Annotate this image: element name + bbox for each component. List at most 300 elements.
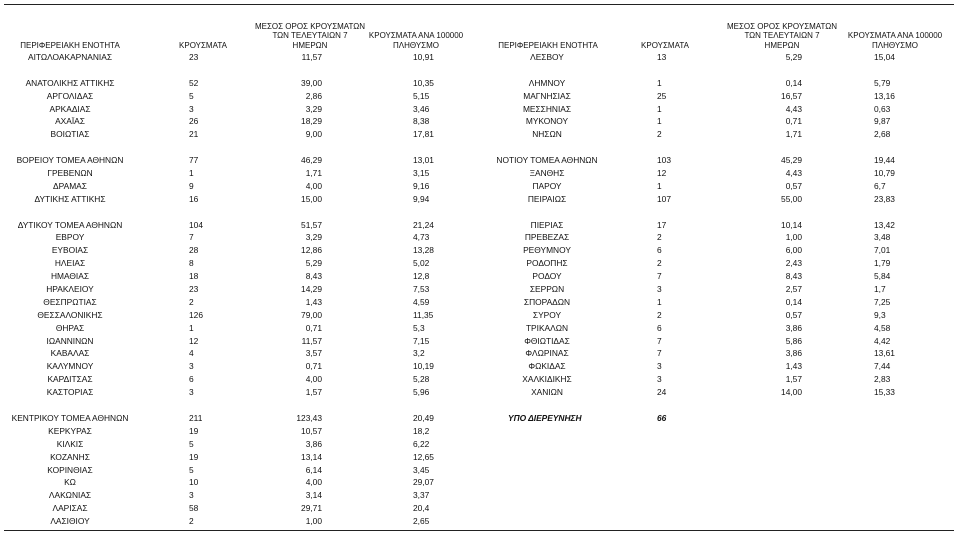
cases-cell: 107: [657, 193, 671, 204]
table-row: [0, 219, 480, 232]
cases-cell: 6: [657, 245, 662, 256]
header-cases-left: ΚΡΟΥΣΜΑΤΑ: [179, 40, 227, 50]
per100k-cell: 5,02: [413, 258, 430, 269]
region-cell: ΑΝΑΤΟΛΙΚΗΣ ΑΤΤΙΚΗΣ: [25, 77, 115, 88]
table-row: [0, 296, 480, 309]
per100k-cell: 4,59: [413, 296, 430, 307]
cases-cell: 2: [657, 258, 662, 269]
header-cases-right: ΚΡΟΥΣΜΑΤΑ: [641, 40, 689, 50]
header-per100k-right: ΚΡΟΥΣΜΑΤΑ ΑΝΑ 100000 ΠΛΗΘΥΣΜΟ: [847, 31, 943, 50]
region-cell: ΜΕΣΣΗΝΙΑΣ: [522, 103, 572, 114]
per100k-cell: 9,87: [874, 116, 891, 127]
avg7-cell: 4,43: [785, 103, 802, 114]
table-row: [480, 373, 960, 386]
region-cell: ΑΧΑΪΑΣ: [55, 116, 85, 127]
avg7-cell: 8,43: [305, 271, 322, 282]
avg7-cell: 18,29: [301, 116, 322, 127]
region-cell: ΜΑΓΝΗΣΙΑΣ: [523, 90, 571, 101]
table-row: [0, 335, 480, 348]
cases-cell: 8: [189, 258, 194, 269]
avg7-cell: 3,29: [305, 232, 322, 243]
table-row: [0, 360, 480, 373]
per100k-cell: 15,04: [874, 52, 895, 62]
per100k-cell: 15,33: [874, 387, 895, 398]
cases-cell: 12: [189, 335, 199, 346]
per100k-cell: 21,24: [413, 219, 434, 230]
region-cell: ΞΑΝΘΗΣ: [529, 168, 565, 179]
avg7-cell: 1,43: [785, 361, 802, 372]
region-cell: ΔΡΑΜΑΣ: [53, 180, 87, 191]
avg7-cell: 1,00: [785, 232, 802, 243]
cases-cell: 9: [189, 180, 194, 191]
avg7-cell: 13,14: [301, 451, 322, 462]
region-cell: ΔΥΤΙΚΗΣ ΑΤΤΙΚΗΣ: [34, 193, 106, 204]
region-cell: ΡΕΘΥΜΝΟΥ: [523, 245, 571, 256]
avg7-cell: 1,71: [785, 129, 802, 140]
per100k-cell: 9,3: [874, 309, 886, 320]
region-cell: ΠΡΕΒΕΖΑΣ: [524, 232, 570, 243]
region-cell: ΧΑΝΙΩΝ: [531, 387, 563, 398]
cases-cell: 5: [189, 438, 194, 449]
avg7-cell: 3,29: [305, 103, 322, 114]
cases-cell: 6: [657, 322, 662, 333]
per100k-cell: 6,7: [874, 180, 886, 191]
table-row: [0, 90, 480, 103]
table-row: [0, 51, 480, 64]
table-row: [480, 90, 960, 103]
region-cell: ΠΕΙΡΑΙΩΣ: [527, 193, 567, 204]
per100k-cell: 5,79: [874, 77, 891, 88]
region-cell: ΓΡΕΒΕΝΩΝ: [47, 168, 93, 179]
avg7-cell: 0,71: [305, 361, 322, 372]
top-rule: [4, 4, 954, 5]
region-cell: ΣΠΟΡΑΔΩΝ: [523, 296, 571, 307]
region-cell: ΛΑΡΙΣΑΣ: [52, 503, 88, 514]
table-row: [480, 77, 960, 90]
region-cell: ΕΒΡΟΥ: [55, 232, 85, 243]
avg7-cell: 10,57: [301, 425, 322, 436]
region-cell: ΡΟΔΟΥ: [532, 271, 562, 282]
per100k-cell: 3,48: [874, 232, 891, 243]
avg7-cell: 0,14: [785, 77, 802, 88]
cases-cell: 2: [657, 232, 662, 243]
avg7-cell: 4,00: [305, 374, 322, 385]
cases-cell: 21: [189, 129, 199, 140]
table-row: [480, 322, 960, 335]
avg7-cell: 5,29: [305, 258, 322, 269]
region-cell: ΘΕΣΠΡΩΤΙΑΣ: [43, 296, 97, 307]
table-row: [0, 115, 480, 128]
per100k-cell: 20,49: [413, 412, 434, 423]
cases-cell: 3: [189, 490, 194, 501]
table-row: [480, 335, 960, 348]
spacer-row: [0, 206, 480, 219]
avg7-cell: 51,57: [301, 219, 322, 230]
cases-cell: 5: [189, 464, 194, 475]
table-row: [0, 283, 480, 296]
avg7-cell: 5,86: [785, 335, 802, 346]
per100k-cell: 13,16: [874, 90, 895, 101]
avg7-cell: 46,29: [301, 155, 322, 166]
cases-cell: 77: [189, 155, 199, 166]
table-row: [0, 257, 480, 270]
left-table: [0, 51, 480, 528]
avg7-cell: 1,57: [785, 374, 802, 385]
table-row: [0, 464, 480, 477]
cases-cell: 104: [189, 219, 203, 230]
cases-cell: 12: [657, 168, 667, 179]
table-row: [480, 231, 960, 244]
cases-cell: 3: [189, 103, 194, 114]
region-cell: ΚΩ: [64, 477, 76, 488]
cases-cell: 103: [657, 155, 671, 166]
table-row: [0, 425, 480, 438]
table-row: [480, 309, 960, 322]
avg7-cell: 12,86: [301, 245, 322, 256]
cases-cell: 1: [189, 168, 194, 179]
region-cell: ΗΛΕΙΑΣ: [54, 258, 86, 269]
region-cell: ΘΕΣΣΑΛΟΝΙΚΗΣ: [37, 309, 103, 320]
region-cell: ΚΙΛΚΙΣ: [56, 438, 84, 449]
avg7-cell: 14,00: [781, 387, 802, 398]
per100k-cell: 9,94: [413, 193, 430, 204]
per100k-cell: 3,37: [413, 490, 430, 501]
table-row: [0, 386, 480, 399]
per100k-cell: 7,01: [874, 245, 891, 256]
avg7-cell: 15,00: [301, 193, 322, 204]
table-row: [0, 412, 480, 425]
avg7-cell: 0,71: [305, 322, 322, 333]
region-cell: ΥΠΟ ΔΙΕΡΕΥΝΗΣΗ: [508, 412, 582, 423]
region-cell: ΑΡΓΟΛΙΔΑΣ: [46, 90, 94, 101]
table-row: [480, 412, 960, 425]
avg7-cell: 11,57: [301, 52, 322, 62]
region-cell: ΑΙΤΩΛΟΑΚΑΡΝΑΝΙΑΣ: [27, 52, 113, 62]
avg7-cell: 4,43: [785, 168, 802, 179]
cases-cell: 10: [189, 477, 199, 488]
per100k-cell: 13,61: [874, 348, 895, 359]
cases-cell: 3: [657, 374, 662, 385]
per100k-cell: 19,44: [874, 155, 895, 166]
region-cell: ΕΥΒΟΙΑΣ: [51, 245, 89, 256]
avg7-cell: 123,43: [296, 412, 322, 423]
cases-cell: 2: [189, 296, 194, 307]
region-cell: ΚΕΝΤΡΙΚΟΥ ΤΟΜΕΑ ΑΘΗΝΩΝ: [11, 412, 129, 423]
cases-cell: 2: [189, 516, 194, 527]
table-row: [0, 438, 480, 451]
per100k-cell: 7,25: [874, 296, 891, 307]
cases-cell: 25: [657, 90, 667, 101]
table-row: [0, 167, 480, 180]
avg7-cell: 0,57: [785, 309, 802, 320]
per100k-cell: 7,44: [874, 361, 891, 372]
table-row: [480, 257, 960, 270]
cases-cell: 6: [189, 374, 194, 385]
region-cell: ΦΩΚΙΔΑΣ: [528, 361, 566, 372]
cases-cell: 26: [189, 116, 199, 127]
region-cell: ΠΑΡΟΥ: [532, 180, 562, 191]
spacer-row: [480, 141, 960, 154]
table-row: [0, 103, 480, 116]
avg7-cell: 1,43: [305, 296, 322, 307]
cases-cell: 1: [657, 103, 662, 114]
per100k-cell: 11,35: [413, 309, 434, 320]
per100k-cell: 5,96: [413, 387, 430, 398]
per100k-cell: 3,15: [413, 168, 430, 179]
avg7-cell: 55,00: [781, 193, 802, 204]
header-avg7-left: ΜΕΣΟΣ ΟΡΟΣ ΚΡΟΥΣΜΑΤΩΝ ΤΩΝ ΤΕΛΕΥΤΑΙΩΝ 7 ΗΜΕΡΩΝ: [254, 21, 366, 50]
table-row: [0, 154, 480, 167]
avg7-cell: 0,71: [785, 116, 802, 127]
cases-cell: 4: [189, 348, 194, 359]
per100k-cell: 2,83: [874, 374, 891, 385]
table-row: [0, 373, 480, 386]
cases-cell: 7: [657, 271, 662, 282]
cases-cell: 126: [189, 309, 203, 320]
avg7-cell: 8,43: [785, 271, 802, 282]
avg7-cell: 2,43: [785, 258, 802, 269]
avg7-cell: 0,14: [785, 296, 802, 307]
cases-cell: 7: [657, 335, 662, 346]
region-cell: ΛΗΜΝΟΥ: [528, 77, 566, 88]
per100k-cell: 4,42: [874, 335, 891, 346]
region-cell: ΛΑΣΙΘΙΟΥ: [50, 516, 90, 527]
region-cell: ΔΥΤΙΚΟΥ ΤΟΜΕΑ ΑΘΗΝΩΝ: [17, 219, 123, 230]
cases-cell: 52: [189, 77, 199, 88]
cases-cell: 5: [189, 90, 194, 101]
per100k-cell: 5,28: [413, 374, 430, 385]
table-row: [480, 283, 960, 296]
spacer-row: [0, 141, 480, 154]
per100k-cell: 20,4: [413, 503, 430, 514]
per100k-cell: 13,28: [413, 245, 434, 256]
cases-cell: 7: [657, 348, 662, 359]
cases-cell: 2: [657, 129, 662, 140]
per100k-cell: 9,16: [413, 180, 430, 191]
region-cell: ΚΑΒΑΛΑΣ: [50, 348, 90, 359]
region-cell: ΙΩΑΝΝΙΝΩΝ: [46, 335, 94, 346]
table-row: [0, 270, 480, 283]
region-cell: ΧΑΛΚΙΔΙΚΗΣ: [522, 374, 572, 385]
region-cell: ΚΟΖΑΝΗΣ: [50, 451, 90, 462]
spacer-row: [0, 399, 480, 412]
region-cell: ΦΘΙΩΤΙΔΑΣ: [524, 335, 570, 346]
per100k-cell: 1,7: [874, 284, 886, 295]
per100k-cell: 7,53: [413, 284, 430, 295]
per100k-cell: 10,79: [874, 168, 895, 179]
header-per100k-left: ΚΡΟΥΣΜΑΤΑ ΑΝΑ 100000 ΠΛΗΘΥΣΜΟ: [368, 31, 464, 50]
cases-cell: 19: [189, 425, 199, 436]
table-row: [480, 51, 960, 64]
cases-cell: 2: [657, 309, 662, 320]
per100k-cell: 18,2: [413, 425, 430, 436]
per100k-cell: 0,63: [874, 103, 891, 114]
per100k-cell: 3,45: [413, 464, 430, 475]
avg7-cell: 4,00: [305, 180, 322, 191]
avg7-cell: 14,29: [301, 284, 322, 295]
bottom-rule: [4, 530, 954, 531]
region-cell: ΚΕΡΚΥΡΑΣ: [48, 425, 92, 436]
per100k-cell: 4,58: [874, 322, 891, 333]
cases-cell: 58: [189, 503, 199, 514]
region-cell: ΑΡΚΑΔΙΑΣ: [49, 103, 91, 114]
region-cell: ΤΡΙΚΑΛΩΝ: [525, 322, 569, 333]
table-row: [0, 489, 480, 502]
region-cell: ΚΑΛΥΜΝΟΥ: [46, 361, 94, 372]
cases-cell: 3: [189, 361, 194, 372]
avg7-cell: 9,00: [305, 129, 322, 140]
avg7-cell: 16,57: [781, 90, 802, 101]
table-row: [480, 347, 960, 360]
cases-cell: 18: [189, 271, 199, 282]
avg7-cell: 3,86: [305, 438, 322, 449]
per100k-cell: 5,3: [413, 322, 425, 333]
avg7-cell: 3,14: [305, 490, 322, 501]
cases-cell: 1: [189, 322, 194, 333]
per100k-cell: 5,84: [874, 271, 891, 282]
per100k-cell: 12,8: [413, 271, 430, 282]
avg7-cell: 79,00: [301, 309, 322, 320]
region-cell: ΚΟΡΙΝΘΙΑΣ: [47, 464, 93, 475]
table-row: [480, 193, 960, 206]
avg7-cell: 6,00: [785, 245, 802, 256]
table-row: [480, 167, 960, 180]
cases-cell: 1: [657, 296, 662, 307]
cases-cell: 66: [657, 412, 667, 423]
per100k-cell: 10,91: [413, 52, 434, 62]
region-cell: ΝΗΣΩΝ: [532, 129, 562, 140]
table-row: [480, 128, 960, 141]
avg7-cell: 1,71: [305, 168, 322, 179]
table-row: [0, 476, 480, 489]
table-row: [480, 360, 960, 373]
region-cell: ΜΥΚΟΝΟΥ: [525, 116, 569, 127]
per100k-cell: 10,19: [413, 361, 434, 372]
avg7-cell: 3,86: [785, 322, 802, 333]
avg7-cell: 2,57: [785, 284, 802, 295]
table-row: [480, 270, 960, 283]
avg7-cell: 45,29: [781, 155, 802, 166]
cases-cell: 19: [189, 451, 199, 462]
cases-cell: 7: [189, 232, 194, 243]
cases-cell: 23: [189, 284, 199, 295]
table-row: [0, 193, 480, 206]
per100k-cell: 29,07: [413, 477, 434, 488]
avg7-cell: 29,71: [301, 503, 322, 514]
per100k-cell: 3,2: [413, 348, 425, 359]
per100k-cell: 6,22: [413, 438, 430, 449]
per100k-cell: 1,79: [874, 258, 891, 269]
avg7-cell: 39,00: [301, 77, 322, 88]
cases-cell: 1: [657, 180, 662, 191]
table-row: [0, 515, 480, 528]
region-cell: ΒΟΡΕΙΟΥ ΤΟΜΕΑ ΑΘΗΝΩΝ: [16, 155, 124, 166]
per100k-cell: 2,65: [413, 516, 430, 527]
table-row: [480, 115, 960, 128]
header-region-left: ΠΕΡΙΦΕΡΕΙΑΚΗ ΕΝΟΤΗΤΑ: [20, 40, 120, 50]
avg7-cell: 5,29: [785, 52, 802, 62]
region-cell: ΠΙΕΡΙΑΣ: [530, 219, 564, 230]
avg7-cell: 4,00: [305, 477, 322, 488]
cases-cell: 24: [657, 387, 667, 398]
region-cell: ΗΜΑΘΙΑΣ: [50, 271, 90, 282]
region-cell: ΚΑΣΤΟΡΙΑΣ: [46, 387, 94, 398]
table-row: [0, 128, 480, 141]
cases-cell: 16: [189, 193, 199, 204]
table-row: [0, 451, 480, 464]
avg7-cell: 10,14: [781, 219, 802, 230]
cases-cell: 1: [657, 116, 662, 127]
avg7-cell: 3,57: [305, 348, 322, 359]
per100k-cell: 10,35: [413, 77, 434, 88]
avg7-cell: 1,57: [305, 387, 322, 398]
per100k-cell: 7,15: [413, 335, 430, 346]
per100k-cell: 5,15: [413, 90, 430, 101]
cases-cell: 23: [189, 52, 199, 62]
cases-cell: 13: [657, 52, 667, 62]
per100k-cell: 4,73: [413, 232, 430, 243]
table-row: [0, 502, 480, 515]
per100k-cell: 3,46: [413, 103, 430, 114]
per100k-cell: 8,38: [413, 116, 430, 127]
header-region-right: ΠΕΡΙΦΕΡΕΙΑΚΗ ΕΝΟΤΗΤΑ: [498, 40, 598, 50]
avg7-cell: 3,86: [785, 348, 802, 359]
table-row: [480, 219, 960, 232]
per100k-cell: 2,68: [874, 129, 891, 140]
avg7-cell: 6,14: [305, 464, 322, 475]
per100k-cell: 23,83: [874, 193, 895, 204]
cases-cell: 17: [657, 219, 667, 230]
table-row: [0, 180, 480, 193]
spacer-row: [480, 64, 960, 77]
cases-cell: 3: [189, 387, 194, 398]
table-row: [480, 386, 960, 399]
table-row: [0, 322, 480, 335]
table-row: [0, 231, 480, 244]
spacer-row: [480, 399, 960, 412]
cases-cell: 1: [657, 77, 662, 88]
avg7-cell: 11,57: [301, 335, 322, 346]
cases-cell: 28: [189, 245, 199, 256]
cases-cell: 3: [657, 361, 662, 372]
table-row: [480, 103, 960, 116]
region-cell: ΦΛΩΡΙΝΑΣ: [525, 348, 569, 359]
per100k-cell: 13,42: [874, 219, 895, 230]
avg7-cell: 0,57: [785, 180, 802, 191]
cases-cell: 211: [189, 412, 203, 423]
spacer-row: [0, 64, 480, 77]
region-cell: ΣΥΡΟΥ: [532, 309, 562, 320]
avg7-cell: 2,86: [305, 90, 322, 101]
table-row: [480, 154, 960, 167]
cases-cell: 3: [657, 284, 662, 295]
region-cell: ΗΡΑΚΛΕΙΟΥ: [46, 284, 94, 295]
avg7-cell: 1,00: [305, 516, 322, 527]
table-row: [0, 244, 480, 257]
table-row: [480, 296, 960, 309]
region-cell: ΝΟΤΙΟΥ ΤΟΜΕΑ ΑΘΗΝΩΝ: [496, 155, 598, 166]
region-cell: ΣΕΡΡΩΝ: [529, 284, 565, 295]
region-cell: ΚΑΡΔΙΤΣΑΣ: [47, 374, 93, 385]
spacer-row: [480, 206, 960, 219]
per100k-cell: 12,65: [413, 451, 434, 462]
region-cell: ΘΗΡΑΣ: [55, 322, 85, 333]
table-row: [480, 244, 960, 257]
right-table: [480, 51, 960, 425]
region-cell: ΛΑΚΩΝΙΑΣ: [48, 490, 92, 501]
table-row: [0, 347, 480, 360]
table-row: [480, 180, 960, 193]
